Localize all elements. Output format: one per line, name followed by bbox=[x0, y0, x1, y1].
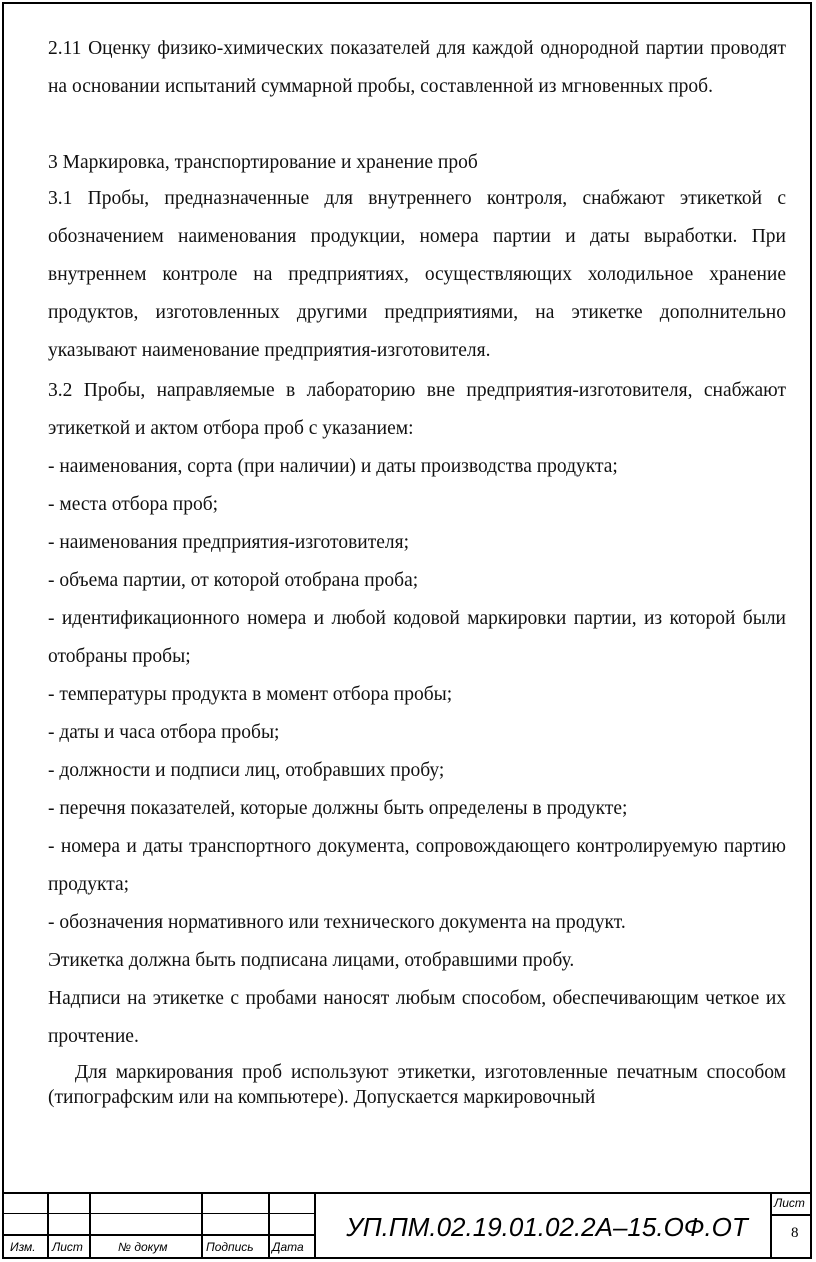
title-block bbox=[2, 1192, 812, 1259]
date-label: Дата bbox=[272, 1240, 304, 1254]
signature-label: Подпись bbox=[206, 1240, 254, 1254]
doc-number-label: № докум bbox=[118, 1240, 168, 1254]
list-item: - температуры продукта в момент отбора пробы; bbox=[48, 684, 453, 705]
list-item: - объема партии, от которой отобрана проба; bbox=[48, 570, 419, 591]
list-item: - наименования предприятия-изготовителя; bbox=[48, 532, 410, 553]
list-item: - перечня показателей, которые должны быть определены в продукте; bbox=[48, 798, 628, 819]
list-item: - номера и даты транспортного документа, сопровождающего контролируемую партию продукта; bbox=[48, 836, 786, 895]
paragraph-2-11: 2.11 Оценку физико-химических показателей для каждой однородной партии проводят на основании испытаний суммарной пробы, составленной из мгновенных проб. bbox=[48, 38, 786, 97]
paragraph-3-1: 3.1 Пробы, предназначенные для внутреннего контроля, снабжают этикеткой с обозначением наименования продукции, номера партии и даты выработки. При внутреннем контроле на предприятиях, осуществляющих холодильное хранение продуктов, изготовленных другими предприятиями, на этикетке дополнительно указывают наименование предприятия-изготовителя. bbox=[48, 188, 786, 361]
list-label: Лист bbox=[52, 1240, 83, 1254]
document-code: УП.ПМ.02.19.01.02.2А–15.ОФ.ОТ bbox=[346, 1212, 748, 1242]
section-heading-3: 3 Маркировка, транспортирование и хранение проб bbox=[48, 152, 478, 173]
list-item: - обозначения нормативного или технического документа на продукт. bbox=[48, 912, 626, 933]
list-item: - наименования, сорта (при наличии) и даты производства продукта; bbox=[48, 456, 618, 477]
izm-label: Изм. bbox=[10, 1240, 36, 1254]
sheet-label: Лист bbox=[774, 1196, 805, 1210]
paragraph: Этикетка должна быть подписана лицами, отобравшими пробу. bbox=[48, 950, 575, 971]
list-item: - идентификационного номера и любой кодовой маркировки партии, из которой были отобраны пробы; bbox=[48, 608, 786, 667]
paragraph: Надписи на этикетке с пробами наносят любым способом, обеспечивающим четкое их прочтение. bbox=[48, 988, 786, 1047]
paragraph-3-2: 3.2 Пробы, направляемые в лабораторию вне предприятия-изготовителя, снабжают этикеткой и актом отбора проб с указанием: bbox=[48, 380, 786, 439]
sheet-number: 8 bbox=[791, 1225, 799, 1241]
paragraph: Для маркирования проб используют этикетки, изготовленные печатным способом (типографским или на компьютере). Допускается маркировочный bbox=[48, 1062, 791, 1108]
list-item: - места отбора проб; bbox=[48, 494, 219, 515]
list-item: - должности и подписи лиц, отобравших пробу; bbox=[48, 760, 445, 781]
list-item: - даты и часа отбора пробы; bbox=[48, 722, 280, 743]
